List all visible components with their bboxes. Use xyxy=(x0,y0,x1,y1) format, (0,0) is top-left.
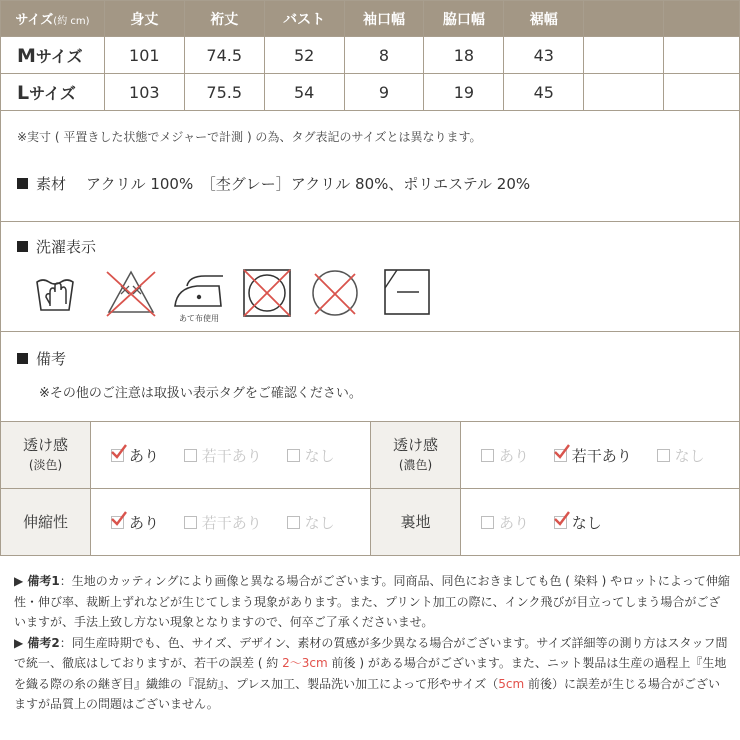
checkbox[interactable] xyxy=(287,449,300,462)
table-cell: 54 xyxy=(264,74,344,111)
material-label: 素材 xyxy=(36,175,67,193)
footer-note-2: ▶ 備考2：同生産時期でも、色、サイズ、デザイン、素材の質感が多少異なる場合がございます。サイズ詳細等の測り方はスタッフ間で統一、徹底はしておりますが、若干の誤差 ( 約 2～3cm 前後 ) がある場合がございます。また、ニット製品は生産の過程上『生地を織る際の糸の継ぎ目』繊維の『混紡』、プレス加工、製品洗い加工によって形やサイズ（5cm 前後）に誤差が生じる場合がございますが品質上の問題はございません。 xyxy=(14,635,728,711)
no-bleach-icon xyxy=(101,266,171,326)
checkbox[interactable] xyxy=(184,516,197,529)
checkbox[interactable] xyxy=(184,449,197,462)
table-cell: 45 xyxy=(504,74,584,111)
option-no[interactable]: なし xyxy=(287,512,335,533)
measurement-note: ※実寸 ( 平置きした状態でメジャーで計測 ) の為、タグ表記のサイズとは異なります。 xyxy=(17,130,482,144)
option-slightly[interactable]: 若干あり xyxy=(184,512,262,533)
header-armhole-width: 脇口幅 xyxy=(424,1,504,37)
material-value: アクリル 100% ［杢グレー］アクリル 80%、ポリエステル 20% xyxy=(86,175,531,193)
table-cell: 9 xyxy=(344,74,424,111)
option-slightly[interactable]: 若干あり xyxy=(184,445,262,466)
square-bullet-icon xyxy=(17,353,28,364)
table-cell xyxy=(584,37,664,74)
material-line xyxy=(17,173,530,194)
header-empty xyxy=(664,1,740,37)
washing-section xyxy=(0,222,740,332)
header-body-length: 身丈 xyxy=(104,1,184,37)
size-table-header xyxy=(1,1,740,37)
table-cell xyxy=(664,37,740,74)
attribute-options xyxy=(461,422,740,489)
remarks-heading: 備考 xyxy=(17,348,66,369)
table-row xyxy=(1,37,740,74)
table-cell: 75.5 xyxy=(184,74,264,111)
size-header-cell: サイズ(約 cm) xyxy=(1,1,105,37)
checkbox[interactable] xyxy=(657,449,670,462)
header-sleeve-length: 裄丈 xyxy=(184,1,264,37)
table-cell: 18 xyxy=(424,37,504,74)
option-yes[interactable]: あり xyxy=(111,445,159,466)
table-cell: 52 xyxy=(264,37,344,74)
table-cell xyxy=(584,74,664,111)
option-no[interactable]: なし xyxy=(554,512,602,533)
checkbox[interactable] xyxy=(481,516,494,529)
checkbox[interactable] xyxy=(287,516,300,529)
attribute-options xyxy=(461,489,740,556)
footer-note-1: ▶ 備考1：生地のカッティングにより画像と異なる場合がございます。同商品、同色におきましても色 ( 染料 ) やロットによって伸縮性・伸び率、裁断上ずれなどが生じてしまう現象があります。また、プリント加工の際に、インク飛びが目立ってしまう場合がございますが、手法上致し方ない現象となりますので、何卒ご了承くださいませ。 xyxy=(14,574,730,629)
table-cell: 101 xyxy=(104,37,184,74)
table-row xyxy=(1,489,740,556)
table-row xyxy=(1,74,740,111)
option-yes[interactable]: あり xyxy=(481,445,529,466)
attributes-table xyxy=(0,421,740,556)
table-cell: 8 xyxy=(344,37,424,74)
washing-heading: 洗濯表示 xyxy=(17,236,96,257)
attribute-label: 透け感 (濃色) xyxy=(371,422,461,489)
option-no[interactable]: なし xyxy=(287,445,335,466)
row-size-label: Lサイズ xyxy=(1,74,105,111)
option-slightly[interactable]: 若干あり xyxy=(554,445,632,466)
table-cell: 43 xyxy=(504,37,584,74)
table-cell: 74.5 xyxy=(184,37,264,74)
remarks-section xyxy=(0,332,740,422)
checkbox-checked[interactable] xyxy=(111,449,124,462)
care-icons xyxy=(31,266,451,326)
flat-dry-icon xyxy=(381,266,451,326)
footer-notes xyxy=(14,571,730,715)
checkbox-checked[interactable] xyxy=(111,516,124,529)
checkbox[interactable] xyxy=(481,449,494,462)
no-dry-clean-icon xyxy=(311,266,381,326)
remarks-text: ※その他のご注意は取扱い表示タグをご確認ください。 xyxy=(39,386,362,401)
hand-wash-icon xyxy=(31,266,101,326)
option-yes[interactable]: あり xyxy=(481,512,529,533)
square-bullet-icon xyxy=(17,241,28,252)
attribute-label: 透け感 (淡色) xyxy=(1,422,91,489)
iron-caption: あて布使用 xyxy=(179,314,219,323)
square-bullet-icon xyxy=(17,178,28,189)
header-bust: バスト xyxy=(264,1,344,37)
header-hem-width: 裾幅 xyxy=(504,1,584,37)
table-cell: 103 xyxy=(104,74,184,111)
table-cell xyxy=(664,74,740,111)
attribute-options xyxy=(91,489,371,556)
option-yes[interactable]: あり xyxy=(111,512,159,533)
attribute-label: 裏地 xyxy=(371,489,461,556)
checkbox-checked[interactable] xyxy=(554,516,567,529)
header-empty xyxy=(584,1,664,37)
size-table xyxy=(0,0,740,111)
option-no[interactable]: なし xyxy=(657,445,705,466)
table-cell: 19 xyxy=(424,74,504,111)
iron-icon xyxy=(171,266,241,326)
header-cuff-width: 袖口幅 xyxy=(344,1,424,37)
attribute-label: 伸縮性 xyxy=(1,489,91,556)
no-tumble-dry-icon xyxy=(241,266,311,326)
attribute-options xyxy=(91,422,371,489)
checkbox-checked[interactable] xyxy=(554,449,567,462)
row-size-label: Mサイズ xyxy=(1,37,105,74)
table-row xyxy=(1,422,740,489)
material-section xyxy=(0,111,740,222)
